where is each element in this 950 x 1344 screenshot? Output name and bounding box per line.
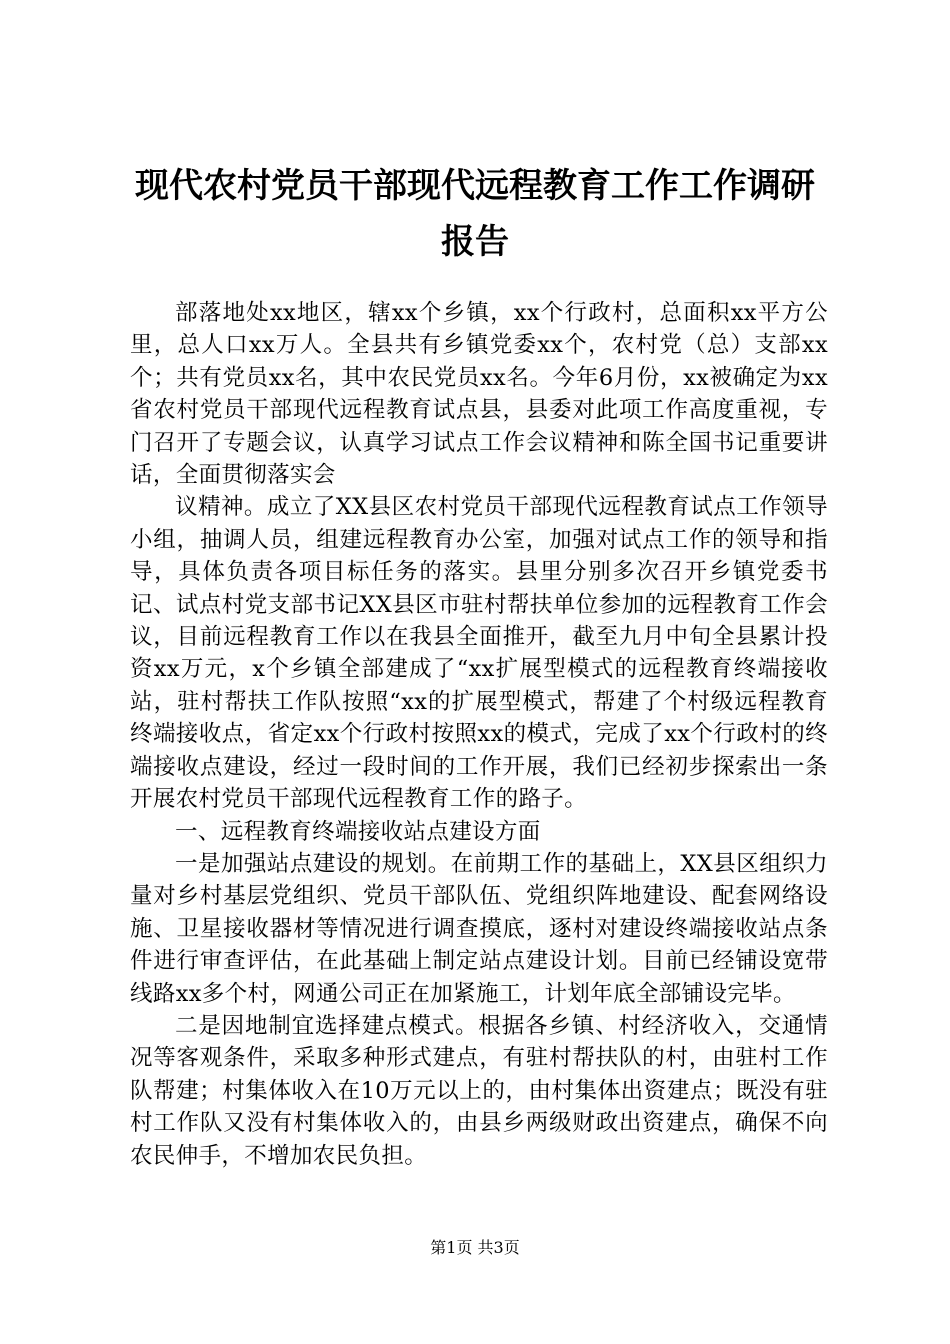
paragraph-intro: 部落地处xx地区，辖xx个乡镇，xx个行政村，总面积xx平方公里，总人口xx万人。全县共有乡镇党委xx个，农村党（总）支部xx个；共有党员xx名，其中农民党员xx名。今年6月份，xx被确定为xx省农村党员干部现代远程教育试点县，县委对此项工作高度重视，专门召开了专题会议，认真学习试点工作会议精神和陈全国书记重要讲话，全面贯彻落实会 (130, 300, 828, 489)
document-body (130, 297, 828, 1172)
paragraph-site-mode: 二是因地制宜选择建点模式。根据各乡镇、村经济收入，交通情况等客观条件，采取多种形式建点，有驻村帮扶队的村，由驻村工作队帮建；村集体收入在10万元以上的，由村集体出资建点；既没有驻村工作队又没有村集体收入的，由县乡两级财政出资建点，确保不向农民伸手，不增加农民负担。 (130, 1012, 828, 1169)
paragraph-organization: 议精神。成立了XX县区农村党员干部现代远程教育试点工作领导小组，抽调人员，组建远程教育办公室，加强对试点工作的领导和指导，具体负责各项目标任务的落实。县里分别多次召开乡镇党委书记、试点村党支部书记XX县区市驻村帮扶单位参加的远程教育工作会议，目前远程教育工作以在我县全面推开，截至九月中旬全县累计投资xx万元，x个乡镇全部建成了“xx扩展型模式的远程教育终端接收站，驻村帮扶工作队按照“xx的扩展型模式，帮建了个村级远程教育终端接收点，省定xx个行政村按照xx的模式，完成了xx个行政村的终端接收点建设，经过一段时间的工作开展，我们已经初步探索出一条开展农村党员干部现代远程教育工作的路子。 (130, 494, 828, 813)
section-heading-1: 一、远程教育终端接收站点建设方面 (175, 818, 541, 845)
paragraph-planning: 一是加强站点建设的规划。在前期工作的基础上，XX县区组织力量对乡村基层党组织、党员干部队伍、党组织阵地建设、配套网络设施、卫星接收器材等情况进行调查摸底，逐村对建设终端接收站点条件进行审查评估，在此基础上制定站点建设计划。目前已经铺设宽带线路xx多个村，网通公司正在加紧施工，计划年底全部铺设完毕。 (130, 850, 828, 1007)
document-title: 现代农村党员干部现代远程教育工作工作调研报告 (135, 166, 815, 262)
page-number-footer: 第1页 共3页 (430, 1238, 520, 1257)
